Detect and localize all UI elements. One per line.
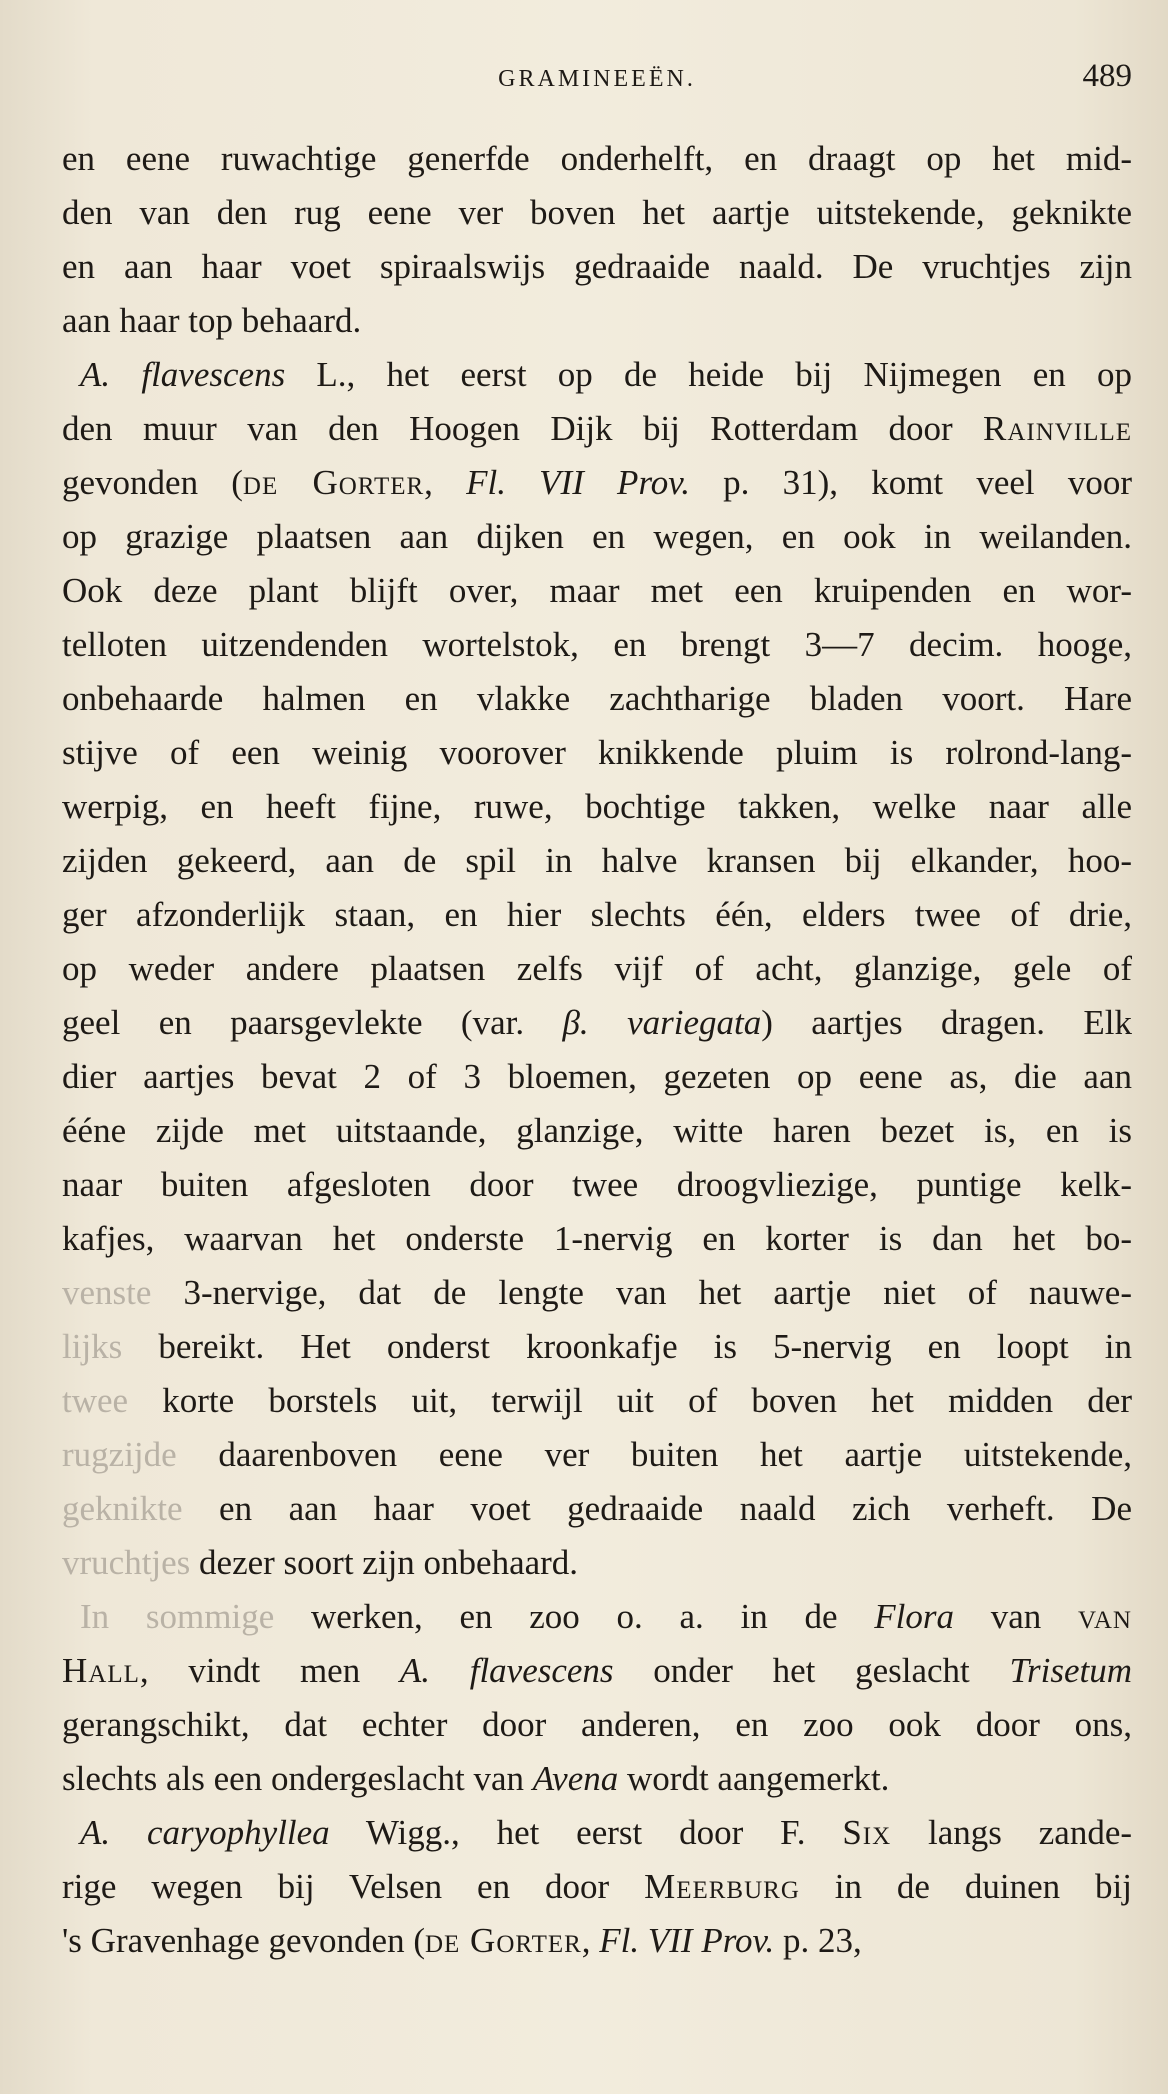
text-run: ,	[581, 1921, 600, 1960]
text-line	[62, 1374, 1132, 1428]
small-caps-run: Hall	[62, 1651, 140, 1690]
text-run: naar buiten afgesloten door twee droogvliezige, puntige kelk-	[62, 1165, 1132, 1204]
text-run: Ook deze plant blijft over, maar met een kruipenden en wor-	[62, 571, 1132, 610]
text-line	[62, 726, 1132, 780]
text-line	[62, 1860, 1132, 1914]
text-run: langs zande-	[891, 1813, 1132, 1852]
text-line	[62, 672, 1132, 726]
text-run: werpig, en heeft fijne, ruwe, bochtige takken, welke naar alle	[62, 787, 1132, 826]
text-line	[62, 1536, 1132, 1590]
text-line	[62, 1914, 1132, 1968]
text-run: dier aartjes bevat 2 of 3 bloemen, gezeten op eene as, die aan	[62, 1057, 1132, 1096]
italic-run: β. variegata	[562, 1003, 762, 1042]
text-run: en aan haar voet gedraaide naald zich verheft. De	[182, 1489, 1132, 1528]
small-caps-run: Meerburg	[644, 1867, 800, 1906]
text-line	[62, 942, 1132, 996]
text-run: dezer soort zijn onbehaard.	[190, 1543, 579, 1582]
text-run: ger afzonderlijk staan, en hier slechts één, elders twee of drie,	[62, 895, 1132, 934]
small-caps-run: Six	[842, 1813, 892, 1852]
text-run: In sommige	[80, 1597, 275, 1636]
text-run: op grazige plaatsen aan dijken en wegen, en ook in weilanden.	[62, 517, 1132, 556]
paragraph-4	[62, 1806, 1132, 1968]
text-run: vruchtjes	[62, 1543, 191, 1582]
text-run: geel en paarsgevlekte (var.	[62, 1003, 563, 1042]
text-line	[62, 1428, 1132, 1482]
italic-run: Trisetum	[1009, 1651, 1132, 1690]
text-line	[62, 1104, 1132, 1158]
text-line	[62, 456, 1132, 510]
italic-run: A. flavescens	[399, 1651, 614, 1690]
text-run: bereikt. Het onderst kroonkafje is 5-nervig en loopt in	[122, 1327, 1132, 1366]
text-line	[62, 1158, 1132, 1212]
text-run: ééne zijde met uitstaande, glanzige, witte haren bezet is, en is	[62, 1111, 1132, 1150]
text-run: p. 31), komt veel voor	[689, 463, 1132, 502]
running-head: GRAMINEEËN.	[498, 66, 696, 92]
text-run: slechts als een ondergeslacht van	[62, 1759, 533, 1798]
text-line	[62, 1806, 1132, 1860]
text-run: , vindt men	[139, 1651, 400, 1690]
text-run: twee	[62, 1381, 129, 1420]
paragraph-2	[62, 348, 1132, 1590]
text-run: werken, en zoo o. a. in de	[274, 1597, 875, 1636]
text-run: kafjes, waarvan het onderste 1-nervig en korter is dan het bo-	[62, 1219, 1132, 1258]
text-run: ) aartjes dragen. Elk	[761, 1003, 1132, 1042]
body-text	[62, 132, 1132, 1968]
text-run: van	[954, 1597, 1079, 1636]
text-run: telloten uitzendenden wortelstok, en brengt 3—7 decim. hooge,	[62, 625, 1132, 664]
text-run: 3-nervige, dat de lengte van het aartje niet of nauwe-	[151, 1273, 1132, 1312]
text-line	[62, 618, 1132, 672]
text-run: geknikte	[62, 1489, 183, 1528]
italic-run: Fl. VII Prov.	[466, 463, 690, 502]
text-run: rige wegen bij Velsen en door	[62, 1867, 645, 1906]
text-run: ,	[424, 463, 467, 502]
page-number: 489	[1082, 58, 1132, 94]
text-run: 's Gravenhage gevonden (	[62, 1921, 425, 1960]
text-run: rugzijde	[62, 1435, 177, 1474]
text-run: L., het eerst op de heide bij Nijmegen en op	[285, 355, 1132, 394]
text-line: en eene ruwachtige generfde onderhelft, en draagt op het mid-	[62, 139, 1132, 178]
text-line: den van den rug eene ver boven het aartje uitstekende, geknikte	[62, 193, 1132, 232]
text-run: lijks	[62, 1327, 123, 1366]
text-run: den muur van den Hoogen Dijk bij Rotterdam door	[62, 409, 984, 448]
text-line	[62, 780, 1132, 834]
text-run: korte borstels uit, terwijl uit of boven het midden der	[128, 1381, 1132, 1420]
italic-run: Fl. VII Prov.	[599, 1921, 775, 1960]
text-run: onbehaarde halmen en vlakke zachtharige bladen voort. Hare	[62, 679, 1132, 718]
text-line	[62, 1266, 1132, 1320]
paragraph-1	[62, 132, 1132, 348]
text-line	[62, 402, 1132, 456]
text-run: daarenboven eene ver buiten het aartje uitstekende,	[176, 1435, 1132, 1474]
text-line	[62, 564, 1132, 618]
small-caps-run: Rainville	[983, 409, 1132, 448]
small-caps-run: de Gorter	[424, 1921, 582, 1960]
text-line: aan haar top behaard.	[62, 301, 362, 340]
text-line: en aan haar voet spiraalswijs gedraaide naald. De vruchtjes zijn	[62, 247, 1132, 286]
text-line	[62, 834, 1132, 888]
text-run: gevonden (	[62, 463, 243, 502]
text-run: wordt aangemerkt.	[618, 1759, 890, 1798]
page-header	[62, 58, 1132, 118]
text-line	[62, 1752, 1132, 1806]
text-line	[62, 888, 1132, 942]
text-run: stijve of een weinig voorover knikkende pluim is rolrond-lang-	[62, 733, 1132, 772]
text-line	[62, 1212, 1132, 1266]
text-line	[62, 1644, 1132, 1698]
text-line	[62, 1698, 1132, 1752]
text-run: venste	[62, 1273, 152, 1312]
text-run: Wigg., het eerst door F.	[329, 1813, 843, 1852]
text-run: op weder andere plaatsen zelfs vijf of acht, glanzige, gele of	[62, 949, 1132, 988]
small-caps-run: de Gorter	[242, 463, 425, 502]
small-caps-run: van	[1078, 1597, 1132, 1636]
text-run: in de duinen bij	[799, 1867, 1132, 1906]
text-line	[62, 1320, 1132, 1374]
text-line	[62, 348, 1132, 402]
text-line	[62, 1590, 1132, 1644]
italic-run: Flora	[874, 1597, 955, 1636]
text-line	[62, 1050, 1132, 1104]
text-run: p. 23,	[774, 1921, 862, 1960]
paragraph-3	[62, 1590, 1132, 1806]
text-run: gerangschikt, dat echter door anderen, en zoo ook door ons,	[62, 1705, 1132, 1744]
text-run: onder het geslacht	[613, 1651, 1010, 1690]
text-line	[62, 996, 1132, 1050]
italic-run: Avena	[532, 1759, 619, 1798]
text-line	[62, 1482, 1132, 1536]
italic-run: A. caryophyllea	[80, 1813, 330, 1852]
text-line	[62, 510, 1132, 564]
italic-run: A. flavescens	[80, 355, 286, 394]
text-run: zijden gekeerd, aan de spil in halve kransen bij elkander, hoo-	[62, 841, 1132, 880]
